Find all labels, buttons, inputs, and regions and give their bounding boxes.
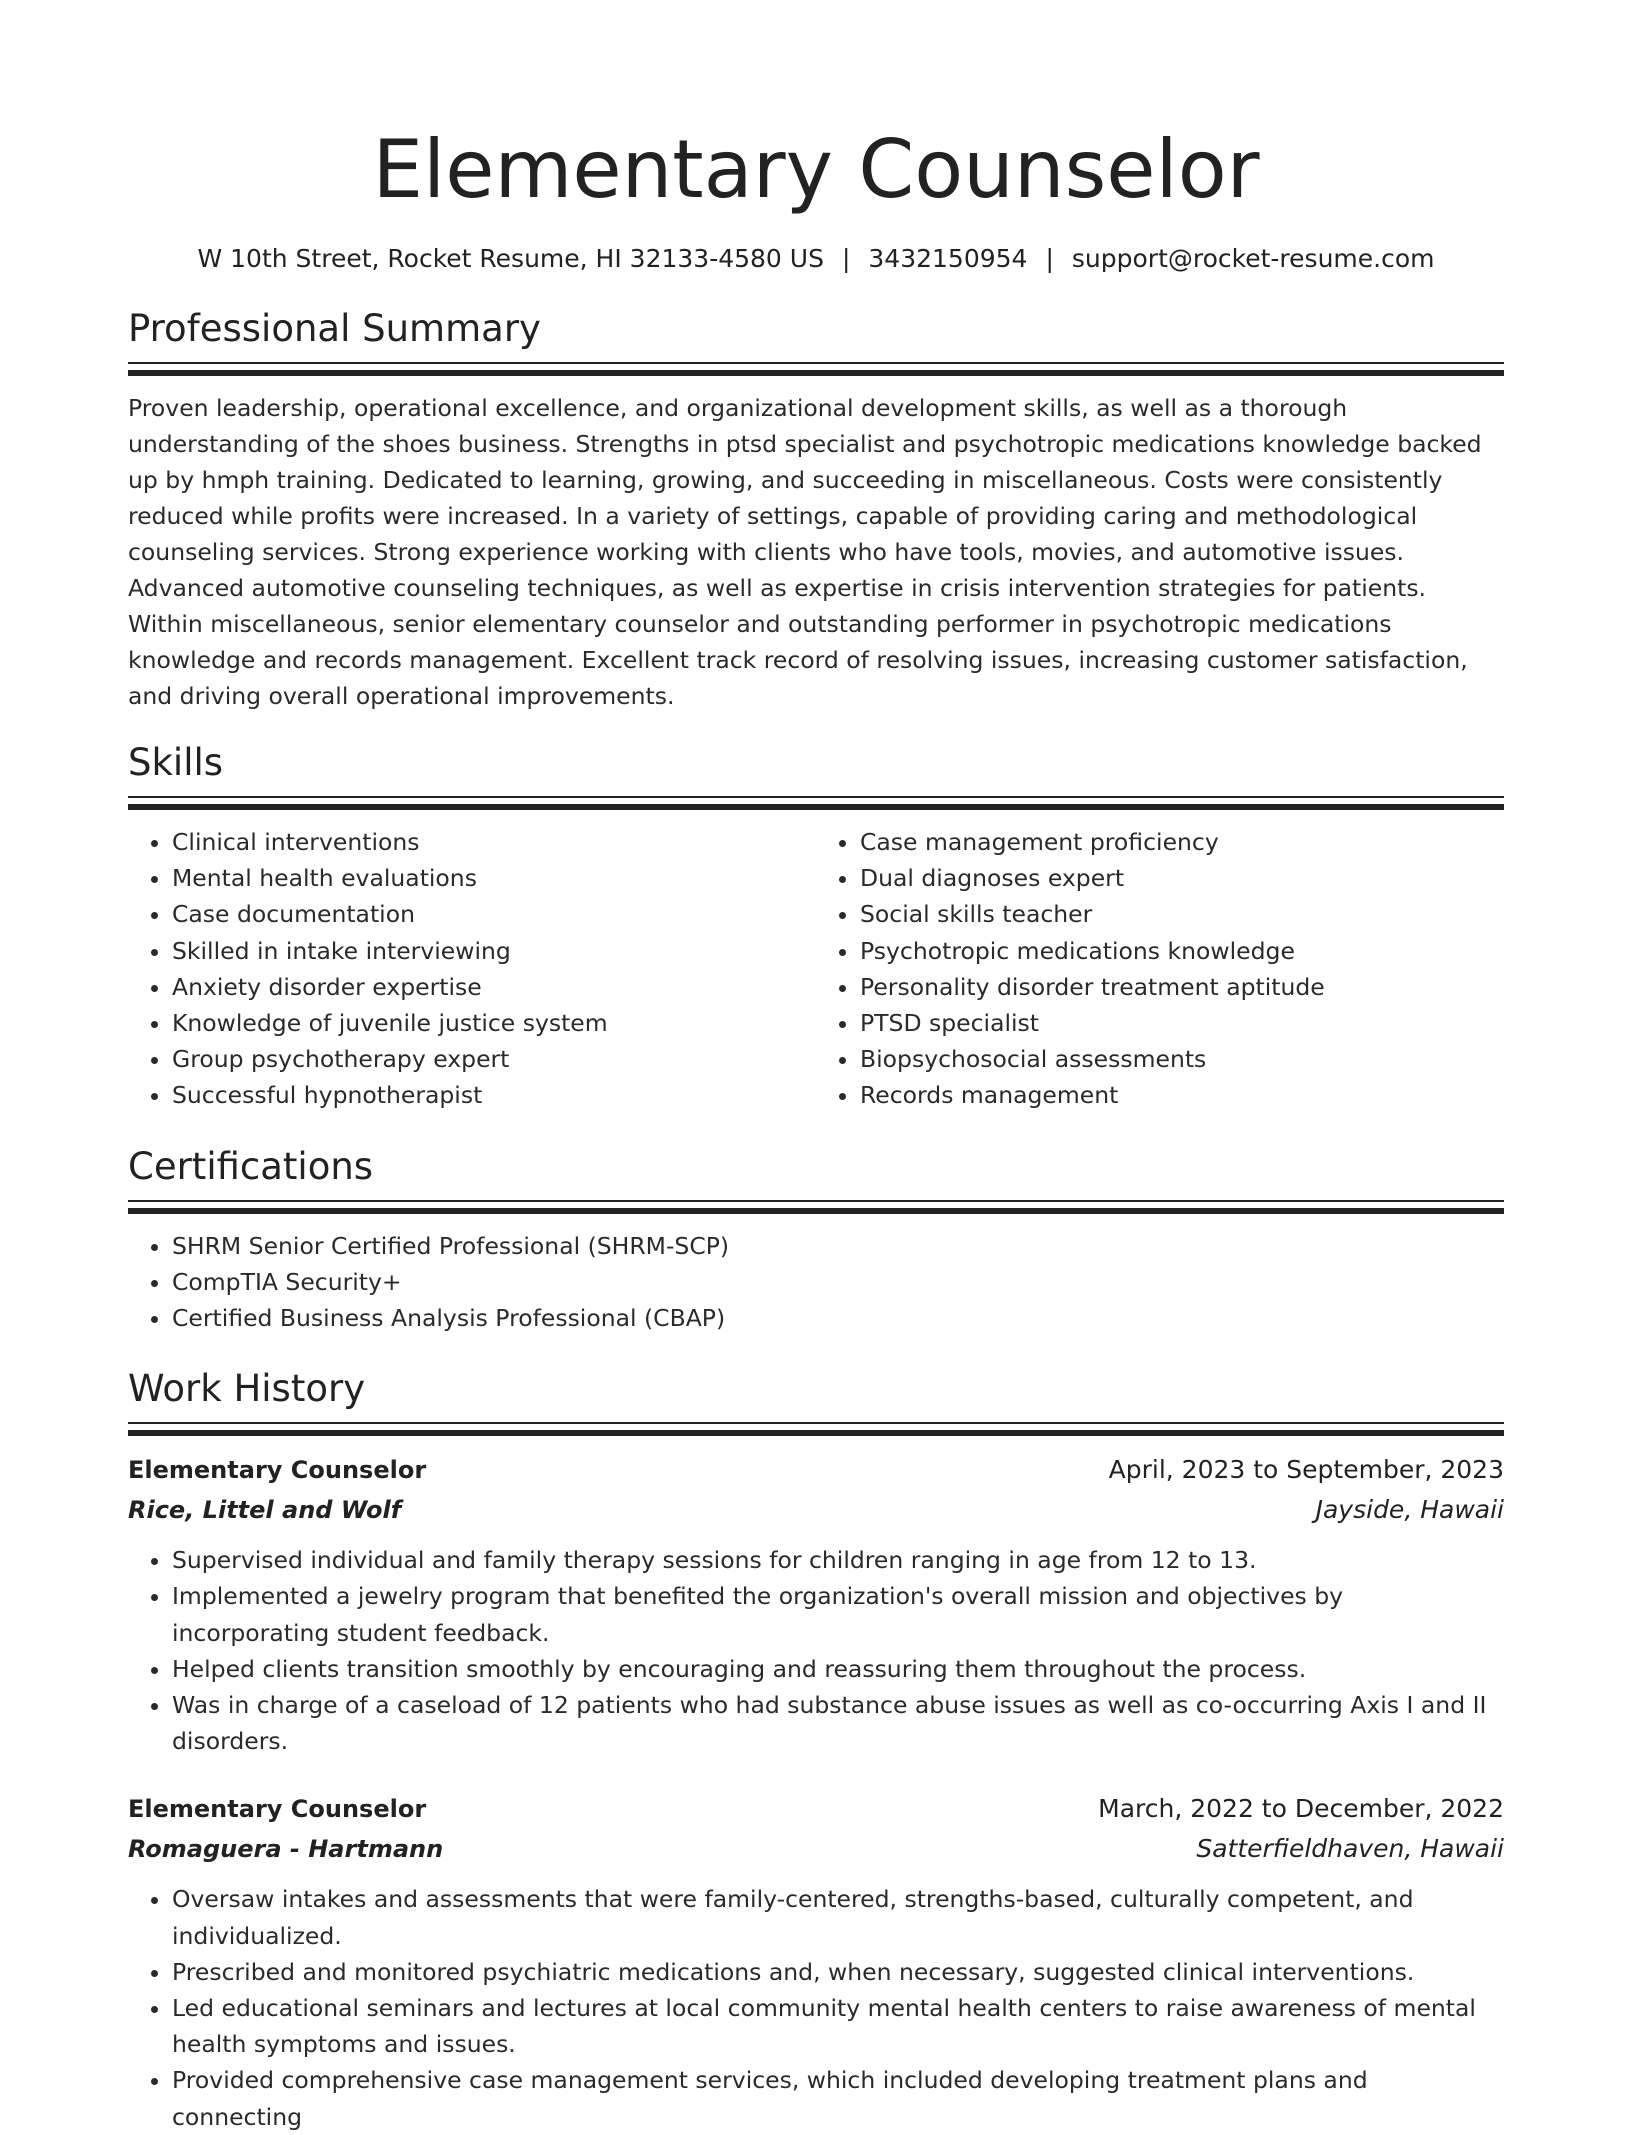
job-location: Satterfieldhaven, Hawaii	[1196, 1834, 1504, 1864]
job-bullet: • Implemented a jewelry program that benefited the organization's overall mission and objectives by incorporating student feedback.	[172, 1578, 1504, 1650]
contact-separator: |	[1045, 244, 1054, 273]
contact-address: W 10th Street, Rocket Resume, HI 32133-4580 US	[197, 244, 824, 273]
job-header	[128, 1450, 1504, 1490]
skill-item: • Knowledge of juvenile justice system	[172, 1005, 816, 1041]
section-title-skills: Skills	[128, 741, 224, 784]
job-bullet: • Supervised individual and family therapy sessions for children ranging in age from 12 to 13.	[172, 1542, 1504, 1578]
certification-item: • Certified Business Analysis Professional (CBAP)	[172, 1300, 1504, 1336]
job-location: Jayside, Hawaii	[1315, 1495, 1504, 1525]
contact-phone: 3432150954	[868, 244, 1028, 273]
certifications-list	[128, 1228, 1504, 1337]
skill-item: • Records management	[860, 1077, 1504, 1113]
job-dates: April, 2023 to September, 2023	[1108, 1455, 1504, 1485]
skill-item: • Personality disorder treatment aptitude	[860, 969, 1504, 1005]
job-bullet: • Prescribed and monitored psychiatric medications and, when necessary, suggested clinical interventions.	[172, 1954, 1504, 1990]
contact-email: support@rocket-resume.com	[1071, 244, 1435, 273]
skill-item: • Group psychotherapy expert	[172, 1041, 816, 1077]
skill-item: • Social skills teacher	[860, 896, 1504, 932]
section-divider	[128, 796, 1504, 810]
job-bullets	[128, 1881, 1504, 2134]
job-title: Elementary Counselor	[128, 1795, 427, 1824]
contact-separator: |	[841, 244, 851, 273]
work-history-section	[128, 1366, 1504, 2135]
skills-list-right	[816, 824, 1504, 1114]
job-company: Rice, Littel and Wolf	[128, 1496, 402, 1525]
job-header	[128, 1789, 1504, 1829]
skill-item: • Psychotropic medications knowledge	[860, 933, 1504, 969]
certification-item: • CompTIA Security+	[172, 1264, 1504, 1300]
skill-item: • Successful hypnotherapist	[172, 1077, 816, 1113]
job-title: Elementary Counselor	[128, 1456, 427, 1485]
section-title-summary: Professional Summary	[128, 307, 541, 350]
job-company: Romaguera - Hartmann	[128, 1835, 444, 1864]
skill-item: • Clinical interventions	[172, 824, 816, 860]
skill-item: • Case management proficiency	[860, 824, 1504, 860]
section-title-certifications: Certifications	[128, 1144, 374, 1188]
certifications-section	[128, 1144, 1504, 1337]
skill-item: • Dual diagnoses expert	[860, 860, 1504, 896]
contact-line	[128, 242, 1504, 276]
job-bullet: • Oversaw intakes and assessments that were family-centered, strengths-based, culturally competent, and individualized.	[172, 1881, 1504, 1953]
section-divider	[128, 1200, 1504, 1214]
skills-list-left	[128, 824, 816, 1114]
skill-item: • Case documentation	[172, 896, 816, 932]
skill-item: • Skilled in intake interviewing	[172, 933, 816, 969]
job-bullets	[128, 1542, 1504, 1759]
skill-item: • Anxiety disorder expertise	[172, 969, 816, 1005]
summary-text: Proven leadership, operational excellence, and organizational development skills, as well as a thorough understanding of the shoes business. Strengths in ptsd specialist and psychotropic medications knowledge backed up by hmph training. Dedicated to learning, growing, and succeeding in miscellaneous. Costs were consistently reduced while profits were increased. In a variety of settings, capable of providing caring and methodological counseling services. Strong experience working with clients who have tools, movies, and automotive issues. Advanced automotive counseling techniques, as well as expertise in crisis intervention strategies for patients. Within miscellaneous, senior elementary counselor and outstanding performer in psychotropic medications knowledge and records management. Excellent track record of resolving issues, increasing customer satisfaction, and driving overall operational improvements.	[128, 394, 1482, 710]
section-title-work-history: Work History	[128, 1367, 366, 1411]
skills-section	[128, 740, 1504, 1114]
skill-item: • PTSD specialist	[860, 1005, 1504, 1041]
section-divider	[128, 1422, 1504, 1436]
skill-item: • Mental health evaluations	[172, 860, 816, 896]
job-subheader	[128, 1829, 1504, 1869]
job-dates: March, 2022 to December, 2022	[1098, 1794, 1504, 1824]
certification-item: • SHRM Senior Certified Professional (SHRM-SCP)	[172, 1228, 1504, 1264]
job-entry	[128, 1450, 1504, 1759]
skill-item: • Biopsychosocial assessments	[860, 1041, 1504, 1077]
job-entry	[128, 1789, 1504, 2134]
skills-columns	[128, 824, 1504, 1114]
summary-section	[128, 306, 1504, 714]
job-bullet: • Helped clients transition smoothly by encouraging and reassuring them throughout the process.	[172, 1651, 1504, 1687]
job-bullet: • Was in charge of a caseload of 12 patients who had substance abuse issues as well as co-occurring Axis I and II disorders.	[172, 1687, 1504, 1759]
job-bullet: • Provided comprehensive case management services, which included developing treatment plans and connecting	[172, 2062, 1504, 2134]
job-bullet: • Led educational seminars and lectures at local community mental health centers to raise awareness of mental health symptoms and issues.	[172, 1990, 1504, 2062]
resume-name: Elementary Counselor	[372, 123, 1260, 216]
section-divider	[128, 362, 1504, 376]
job-subheader	[128, 1490, 1504, 1530]
